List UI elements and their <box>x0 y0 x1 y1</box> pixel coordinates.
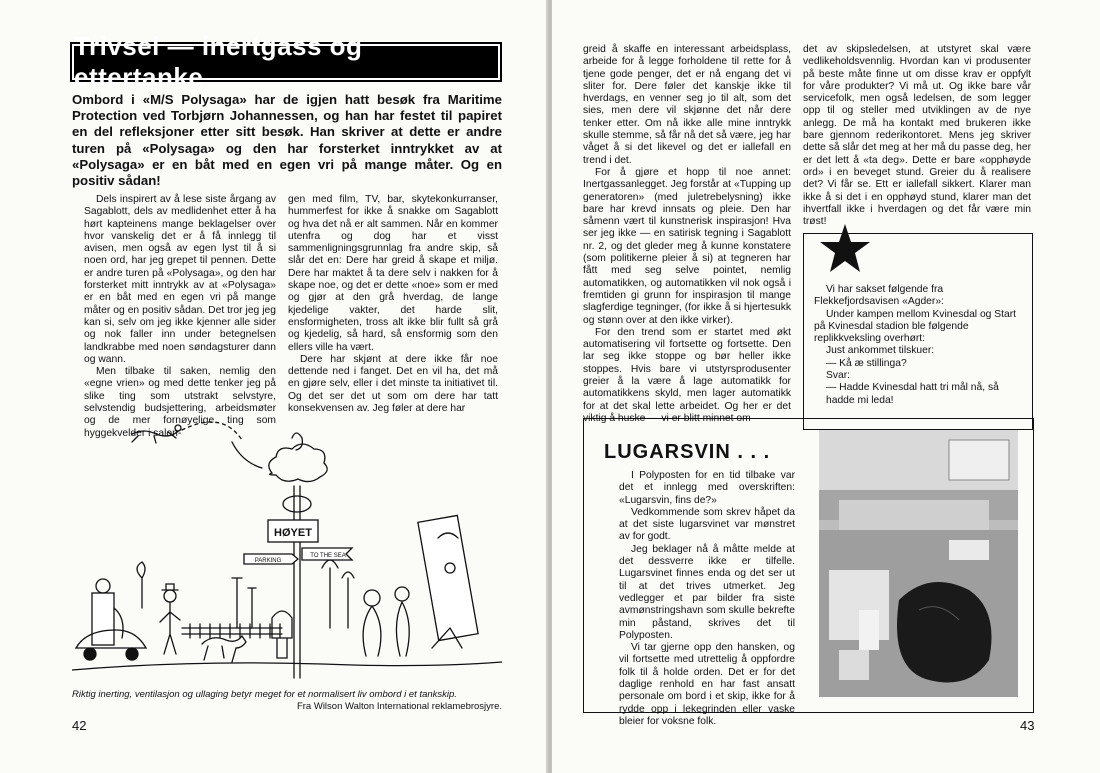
quote-line: Vi har sakset følgende fra Flekkefjordsavisen «Agder»: <box>814 284 944 308</box>
cartoon-illustration <box>72 418 502 688</box>
page-number: 42 <box>72 718 87 733</box>
quote-line: Just ankommet tilskuer: <box>826 345 935 357</box>
lugarsvin-text <box>619 470 795 728</box>
paragraph: Dels inspirert av å lese siste årgang av Sagablott, dels av medlidenhet etter å ha hørt kapteinens mange beklagelser over hvor vanskelig det er å få innlegg til avisen, men også av egen lyst til å si noen ord, har jeg grepet til pennen. Dette er andre turen på «Polysaga», og den har forsterket mitt inntrykk av at «Polysaga» er en båt med en egen vri på mange måter og en positiv sådan. Det tror jeg jeg kan si, selv om jeg ikke kjenner alle sider og nok faller inn under betegnelsen landkrabbe med noen søndagsturer dann og wann. <box>84 194 276 365</box>
paragraph: Dere har skjønt at dere ikke får noe dettende ned i fanget. Det en vil ha, det må en gjøre selv, eller i det minste ta initiativet til. Og det ser det ut som om dere har tatt konsekvensen av. Jeg føler at dere har <box>288 353 498 415</box>
paragraph: gen med film, TV, bar, skytekonkurranser, hummerfest for ikke å snakke om Sagablott og hva det nå er alt sammen. Når en kommer utenfra og dog har et visst sammenligningsgrunnlag fra andre skip, så slår det en: Dere har greid å skape et miljø. Dere har maktet å ta dere selv i nakken for å skape noe, og det er dette «noe» som er med og gjør at den grå hverdag, de lange kjedelige vakter, det harde slit, ensformigheten, tross alt ikke blir fullt så grå og kjedelig, så hard, så ensformig som den ellers ville ha vært. <box>288 194 498 353</box>
paragraph: greid å skaffe en interessant arbeidsplass, arbeide for å legge forholdene til rette for å tjene gode penger, det er nå engang det vi sliter for. Dere føler det kanskje ikke til hverdags, en venner seg jo til alt, som det sies, men dere vil skjønne det når dere tenker etter. Om nå ikke alle mine inntrykk skulle stemme, så får nå det så være, jeg har våget å si det likevel og det er iallefall en trend i det. <box>583 44 791 166</box>
illustration-sign: HØYET <box>274 527 312 539</box>
paragraph: Men tilbake til saken, nemlig den «egne vrien» og med dette tenker jeg på slike ting som utstrakt selvstyre, selvstendig budsjettering, arbeidsmøter og de mer fornøyelige ting som hyggekvelder i salon- <box>84 366 276 439</box>
left-column-2 <box>288 194 498 415</box>
quote-line: Svar: <box>826 370 851 382</box>
quote-box <box>803 233 1033 430</box>
headline-banner <box>70 31 502 92</box>
left-column-1 <box>84 194 276 440</box>
quote-line: — Kå æ stillinga? <box>826 357 907 369</box>
sea-sign: TO THE SEA <box>310 553 346 559</box>
right-page <box>552 0 1100 773</box>
paragraph: For å gjøre et hopp til noe annet: Inertgassanlegget. Jeg forstår at «Tupping up generatoren» (med juletrebelysning) ikke bare har krevd innsats og pleie. Den har såmenn vært til kunstnerisk inspirasjon! Hva ser jeg ikke — en satirisk tegning i Sagablott nr. 2, og det gleder meg å kunne konstatere (som politikerne pleier å si) at tegneren har fått med seg selve pointet, nemlig automatikken, og automatikken vil nok også i fremtiden gi grunn for inspirasjon til mange slagferdige tegninger, (for ikke å si hjertesukk og stønn over at den ikke virker). <box>583 166 791 326</box>
caption-text: Riktig inerting, ventilasjon og ullaging betyr meget for et normalisert liv ombord i et tankskip. <box>72 689 457 700</box>
caption-credit: Fra Wilson Walton International reklamebrosjyre. <box>296 701 502 712</box>
star-icon <box>818 222 872 276</box>
intro-paragraph: Ombord i «M/S Polysaga» har de igjen hatt besøk fra Maritime Protection ved Torbjørn Johannessen, og han har festet til papiret en del refleksjoner etter sitt besøk. Han skriver at dette er andre turen på «Polysaga» og den har forsterket inntrykket av at «Polysaga» er en båt med en egen vri på mange måter. Og en positiv sådan! <box>72 92 502 189</box>
messy-cabin-image <box>819 430 1018 697</box>
quote-text <box>814 284 1024 407</box>
headline: Trivsel — inertgass og ettertanke <box>72 44 500 80</box>
page-number: 43 <box>1020 718 1035 733</box>
quote-line: — Hadde Kvinesdal hatt tri mål nå, så hadde mi leda! <box>826 382 999 406</box>
right-column-1 <box>583 44 791 425</box>
cabin-photo <box>819 430 1018 697</box>
paragraph: Vedkommende som skrev håpet da at det siste lugarsvinet var mønstret av for godt. <box>619 506 795 543</box>
paragraph: Vi tar gjerne opp den hansken, og vil fortsette med utrettelig å oppfordre folk til å holde orden. Det er for det daglige renhold en har fast ansatt personale om bord i et skip, ikke for å rydde opp i lekegrinden eller vaske bleier for voksne folk. <box>619 642 795 727</box>
right-column-2 <box>803 44 1031 228</box>
paragraph: Jeg beklager nå å måtte melde at det dessverre ikke er tilfelle. Lugarsvinet finnes enda og det ser ut til at det trives utmerket. Jeg vedlegger et par bilder fra siste avmønstringshavn som skulle bekrefte min påstand, skrives det til Polyposten. <box>619 543 795 641</box>
quote-line: Under kampen mellom Kvinesdal og Start på Kvinesdal stadion ble følgende replikkveksling overhørt: <box>814 308 1017 345</box>
lugarsvin-title: LUGARSVIN . . . <box>604 441 771 463</box>
paragraph: I Polyposten for en tid tilbake var det et innlegg med overskriften: «Lugarsvin, fins de?» <box>619 470 795 506</box>
paragraph: For den trend som er startet med økt automatisering vil fortsette og fortsette. Den lar seg ikke stoppe og bør heller ikke stoppes. Hvis bare vi utstyrsprodusenter greier å la være å lage automatikk for automatikkens skyld, men lager automatikk for at det skal lette arbeidet. Og her er det viktig å huske — vi er blitt minnet om <box>583 326 791 424</box>
parking-sign: PARKING <box>254 558 282 564</box>
paragraph: det av skipsledelsen, at utstyret skal være vedlikeholdsvennlig. Hvordan kan vi produsenter på beste måte finne ut om disse krav er oppfylt for våre produkter? Vi må ut. Og ikke bare vår servicefolk, men også ledelsen, de som legger opp til og steller med utviklingen av de nye anlegg. De må ha kontakt med brukeren ikke bare gjennom rederikontoret. Mens jeg skriver dette så slår det meg at her må du passe deg, her er det lett å «ta deg». Dette er bare «opphøyde ord» i en beveget stund. Greier du å realisere det? Vi får se. Ett er iallefall sikkert. Klarer man ikke å si det i en opphøyd stund, klarer man det ihvertfall ikke i hverdagen og det får være min trøst! <box>803 44 1031 228</box>
image-caption <box>72 689 502 713</box>
left-page <box>0 0 548 773</box>
